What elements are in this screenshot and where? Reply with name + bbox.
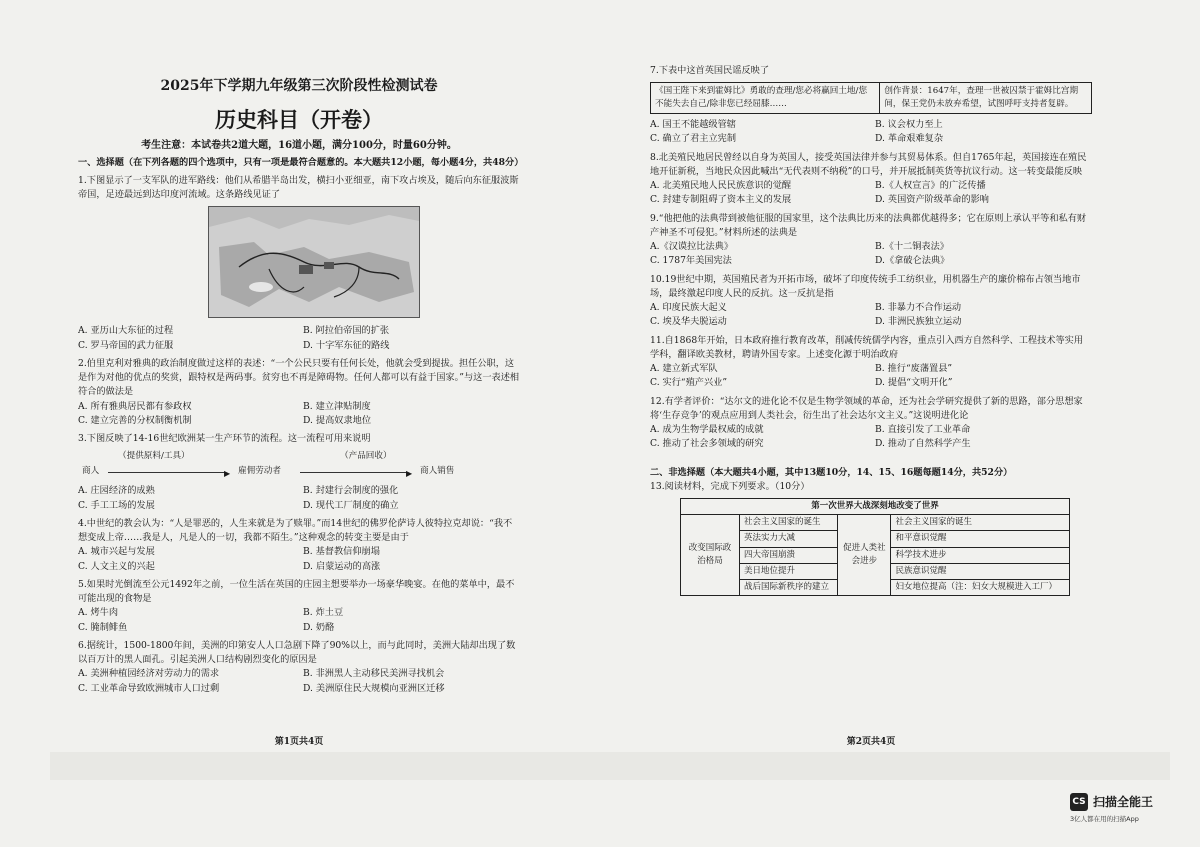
option-a[interactable]: A. 建立新式军队 bbox=[650, 363, 718, 375]
question-stem: 4.中世纪的教会认为：“人是罪恶的，人生来就是为了赎罪。”而14世纪的佛罗伦萨诗人彼特拉克却说：“我不想变成上帝……我是人，凡是人的一切，我都不陌生。”这种观念的转变主要是由于 bbox=[78, 517, 513, 544]
options bbox=[650, 362, 1092, 391]
option-b[interactable]: B. 炸土豆 bbox=[303, 607, 344, 619]
question-11 bbox=[650, 334, 1092, 391]
option-d[interactable]: D. 革命艰难复杂 bbox=[875, 133, 944, 145]
option-c[interactable]: C. 腌制鲱鱼 bbox=[78, 621, 128, 633]
option-b[interactable]: B. 阿拉伯帝国的扩张 bbox=[303, 325, 390, 337]
option-d[interactable]: D. 提高奴隶地位 bbox=[303, 414, 372, 426]
right-item: 民族意识觉醒 bbox=[891, 563, 1070, 579]
page-number: 第1页共4页 bbox=[274, 737, 324, 748]
option-d[interactable]: D. 非洲民族独立运动 bbox=[875, 316, 962, 328]
option-a[interactable]: A. 所有雅典居民都有参政权 bbox=[78, 400, 192, 412]
flow-node-sale: 商人销售 bbox=[420, 466, 455, 477]
flow-edge-label: （提供原料/工具） bbox=[118, 451, 190, 462]
option-d[interactable]: D. 推动了自然科学产生 bbox=[875, 438, 971, 450]
option-b[interactable]: B.《人权宣言》的广泛传播 bbox=[875, 180, 986, 192]
options bbox=[650, 118, 1092, 147]
campaign-route-map bbox=[208, 206, 420, 318]
question-6 bbox=[78, 639, 520, 696]
exam-page-1 bbox=[78, 60, 524, 750]
option-a[interactable]: A. 国王不能越级管辖 bbox=[650, 119, 736, 131]
option-a[interactable]: A. 美洲种植园经济对劳动力的需求 bbox=[78, 668, 220, 680]
question-8 bbox=[650, 151, 1092, 208]
ballad-background-cell: 创作背景：1647年，查理一世被囚禁于霍姆比宫期间，保王党仍未放弃希望，试图呼吁支持者复辟。 bbox=[880, 83, 1092, 114]
question-4 bbox=[78, 517, 520, 574]
option-c[interactable]: C. 封建专制阻碍了资本主义的发展 bbox=[650, 194, 792, 206]
exam-subtitle: 历史科目（开卷） bbox=[215, 106, 383, 132]
right-item: 社会主义国家的诞生 bbox=[891, 515, 1070, 531]
option-b[interactable]: B. 推行“废藩置县” bbox=[875, 363, 953, 375]
exam-page-2 bbox=[650, 60, 1092, 750]
options bbox=[78, 606, 520, 635]
question-5 bbox=[78, 578, 520, 635]
scanner-app-name: 扫描全能王 bbox=[1093, 795, 1154, 809]
option-c[interactable]: C. 工业革命导致欧洲城市人口过剩 bbox=[78, 682, 220, 694]
option-b[interactable]: B. 基督教信仰崩塌 bbox=[303, 546, 380, 558]
option-a[interactable]: A. 亚历山大东征的过程 bbox=[78, 325, 174, 337]
table-title: 第一次世界大战深刻地改变了世界 bbox=[681, 499, 1070, 515]
question-3 bbox=[78, 432, 520, 513]
options bbox=[78, 667, 520, 696]
question-2 bbox=[78, 357, 520, 428]
question-stem: 11.自1868年开始，日本政府推行教育改革，削减传统儒学内容，重点引入西方自然科学、工程技术等实用学科，翻译欧美教材，聘请外国专家。上述变化源于明治政府 bbox=[650, 334, 1084, 360]
question-stem: 3.下图反映了14-16世纪欧洲某一生产环节的流程。这一流程可用来说明 bbox=[78, 433, 371, 445]
option-d[interactable]: D.《拿破仑法典》 bbox=[875, 255, 950, 267]
option-c[interactable]: C. 手工工场的发展 bbox=[78, 499, 155, 511]
options bbox=[650, 423, 1092, 452]
option-d[interactable]: D. 十字军东征的路线 bbox=[303, 339, 390, 351]
option-c[interactable]: C. 1787年美国宪法 bbox=[650, 255, 732, 267]
right-item: 妇女地位提高（注：妇女大规模进入工厂） bbox=[891, 579, 1070, 595]
camscanner-logo-icon: CS bbox=[1070, 793, 1088, 811]
options bbox=[78, 400, 520, 429]
option-c[interactable]: C. 罗马帝国的武力征服 bbox=[78, 339, 174, 351]
flow-node-merchant: 商人 bbox=[82, 466, 100, 477]
left-item: 社会主义国家的诞生 bbox=[740, 515, 838, 531]
option-b[interactable]: B. 议会权力至上 bbox=[875, 119, 943, 131]
scanner-watermark bbox=[1070, 793, 1180, 825]
options bbox=[650, 301, 1092, 330]
option-d[interactable]: D. 现代工厂制度的确立 bbox=[303, 499, 399, 511]
options bbox=[650, 179, 1092, 208]
question-stem: 1.下图显示了一支军队的进军路线：他们从希腊半岛出发，横扫小亚细亚，南下攻占埃及，随后向东征服波斯帝国，足迹最远到达印度河流域。这条路线见证了 bbox=[78, 174, 519, 201]
option-a[interactable]: A. 庄园经济的成熟 bbox=[78, 485, 155, 497]
question-stem: 6.据统计，1500-1800年间，美洲的印第安人人口急剧下降了90%以上，而与此同时，美洲大陆却出现了数以百万计的黑人面孔。引起美洲人口结构剧烈变化的原因是 bbox=[78, 639, 516, 666]
option-b[interactable]: B. 建立津贴制度 bbox=[303, 400, 371, 412]
exam-notice: 考生注意：本试卷共2道大题，16道小题，满分100分，时量60分钟。 bbox=[141, 140, 457, 152]
question-13 bbox=[650, 480, 1092, 596]
option-b[interactable]: B. 封建行会制度的强化 bbox=[303, 485, 399, 497]
question-12 bbox=[650, 395, 1092, 452]
question-1 bbox=[78, 174, 520, 353]
question-10 bbox=[650, 273, 1092, 330]
right-item: 科学技术进步 bbox=[891, 547, 1070, 563]
flow-edge-label: （产品回收） bbox=[340, 451, 392, 462]
question-stem: 5.如果时光倒流至公元1492年之前，一位生活在英国的庄园主想要举办一场豪华晚宴。在他的菜单中，最不可能出现的食物是 bbox=[78, 578, 515, 605]
option-c[interactable]: C. 埃及华夫脱运动 bbox=[650, 316, 727, 328]
question-stem: 10.19世纪中期，英国殖民者为开拓市场，破坏了印度传统手工纺织业，用机器生产的廉价棉布占领当地市场，最终激起印度人民的反抗。这一反抗是指 bbox=[650, 273, 1081, 299]
right-category: 促进人类社会进步 bbox=[838, 515, 891, 596]
option-b[interactable]: B. 非暴力不合作运动 bbox=[875, 302, 962, 314]
left-item: 英法实力大减 bbox=[740, 531, 838, 547]
exam-title: 2025年下学期九年级第三次阶段性检测试卷 bbox=[160, 78, 438, 94]
left-category: 改变国际政治格局 bbox=[681, 515, 740, 596]
question-stem: 2.伯里克利对雅典的政治制度做过这样的表述：“一个公民只要有任何长处，他就会受到提拔。担任公职，这是作为对他的优点的奖赏，跟特权是两码事。贫穷也不再是障碍物。任何人都可以有益于国家。”与这一表述相符合的做法是 bbox=[78, 357, 520, 398]
left-item: 战后国际新秩序的建立 bbox=[740, 579, 838, 595]
left-item: 四大帝国崩溃 bbox=[740, 547, 838, 563]
options bbox=[78, 484, 520, 513]
ballad-lyrics-cell: 《国王陛下来到霍姆比》勇敢的查理/您必将赢回土地/您不能失去自己/除非您已经屈膝…… bbox=[651, 83, 880, 114]
scan-shadow bbox=[50, 752, 1170, 780]
option-a[interactable]: A. 烤牛肉 bbox=[78, 607, 119, 619]
flow-arrow-line bbox=[108, 472, 226, 473]
section-1-heading: 一、选择题（在下列各题的四个选项中，只有一项是最符合题意的。本大题共12小题，每小题4分，共48分） bbox=[78, 156, 524, 168]
option-c[interactable]: C. 人文主义的兴起 bbox=[78, 560, 155, 572]
right-item: 和平意识觉醒 bbox=[891, 531, 1070, 547]
ww1-impact-table bbox=[680, 498, 1070, 596]
question-stem: 9.“他把他的法典带到被他征服的国家里，这个法典比历来的法典都优越得多；它在原则上承认平等和私有财产神圣不可侵犯。”材料所述的法典是 bbox=[650, 212, 1087, 238]
option-b[interactable]: B. 非洲黑人主动移民美洲寻找机会 bbox=[303, 668, 445, 680]
question-stem: 13.阅读材料，完成下列要求。（10分） bbox=[650, 480, 810, 492]
options bbox=[78, 324, 520, 353]
page-number: 第2页共4页 bbox=[846, 737, 896, 748]
option-a[interactable]: A. 北美殖民地人民民族意识的觉醒 bbox=[650, 180, 792, 192]
option-d[interactable]: D. 启蒙运动的高涨 bbox=[303, 560, 381, 572]
flow-node-worker: 雇佣劳动者 bbox=[238, 466, 281, 477]
option-b[interactable]: B. 直接引发了工业革命 bbox=[875, 424, 971, 436]
option-a[interactable]: A. 成为生物学最权威的成就 bbox=[650, 424, 764, 436]
option-d[interactable]: D. 美洲原住民大规模向亚洲区迁移 bbox=[303, 682, 445, 694]
option-b[interactable]: B.《十二铜表法》 bbox=[875, 241, 949, 253]
arrow-right-icon: ▶ bbox=[224, 469, 231, 479]
option-d[interactable]: D. 奶酪 bbox=[303, 621, 335, 633]
option-c[interactable]: C. 实行“殖产兴业” bbox=[650, 377, 728, 389]
question-stem: 12.有学者评价：“达尔文的进化论不仅是生物学领域的革命，还为社会学研究提供了新的思路，部分思想家将‘生存竞争’的观点应用到人类社会，衍生出了社会达尔文主义。”这说明进化论 bbox=[650, 395, 1083, 421]
option-a[interactable]: A. 印度民族大起义 bbox=[650, 302, 727, 314]
option-c[interactable]: C. 建立完善的分权制衡机制 bbox=[78, 414, 192, 426]
scanner-tagline: 3亿人都在用的扫描App bbox=[1070, 815, 1139, 823]
arrow-right-icon: ▶ bbox=[406, 469, 413, 479]
option-a[interactable]: A.《汉谟拉比法典》 bbox=[650, 241, 734, 253]
question-stem: 7.下表中这首英国民谣反映了 bbox=[650, 65, 770, 76]
option-c[interactable]: C. 确立了君主立宪制 bbox=[650, 133, 737, 145]
production-flow-diagram bbox=[78, 448, 520, 484]
question-stem: 8.北美殖民地居民曾经以自身为英国人，接受英国法律并参与其贸易体系。但自1765年起，英国接连在殖民地开征新税，当地民众因此喊出“无代表则不纳税”的口号，并开展抵制英货等抗议行动。这一转变最能反映 bbox=[650, 151, 1087, 177]
option-a[interactable]: A. 城市兴起与发展 bbox=[78, 546, 155, 558]
question-9 bbox=[650, 212, 1092, 269]
section-2-heading: 二、非选择题（本大题共4小题，其中13题10分，14、15、16题每题14分，共52分） bbox=[650, 466, 1013, 478]
ballad-table bbox=[650, 82, 1092, 114]
question-7 bbox=[650, 64, 1092, 147]
option-c[interactable]: C. 推动了社会多领域的研究 bbox=[650, 438, 764, 450]
option-d[interactable]: D. 英国资产阶级革命的影响 bbox=[875, 194, 989, 206]
flow-arrow-line bbox=[300, 472, 408, 473]
options bbox=[650, 240, 1092, 269]
left-item: 美日地位提升 bbox=[740, 563, 838, 579]
options bbox=[78, 545, 520, 574]
option-d[interactable]: D. 提倡“文明开化” bbox=[875, 377, 953, 389]
